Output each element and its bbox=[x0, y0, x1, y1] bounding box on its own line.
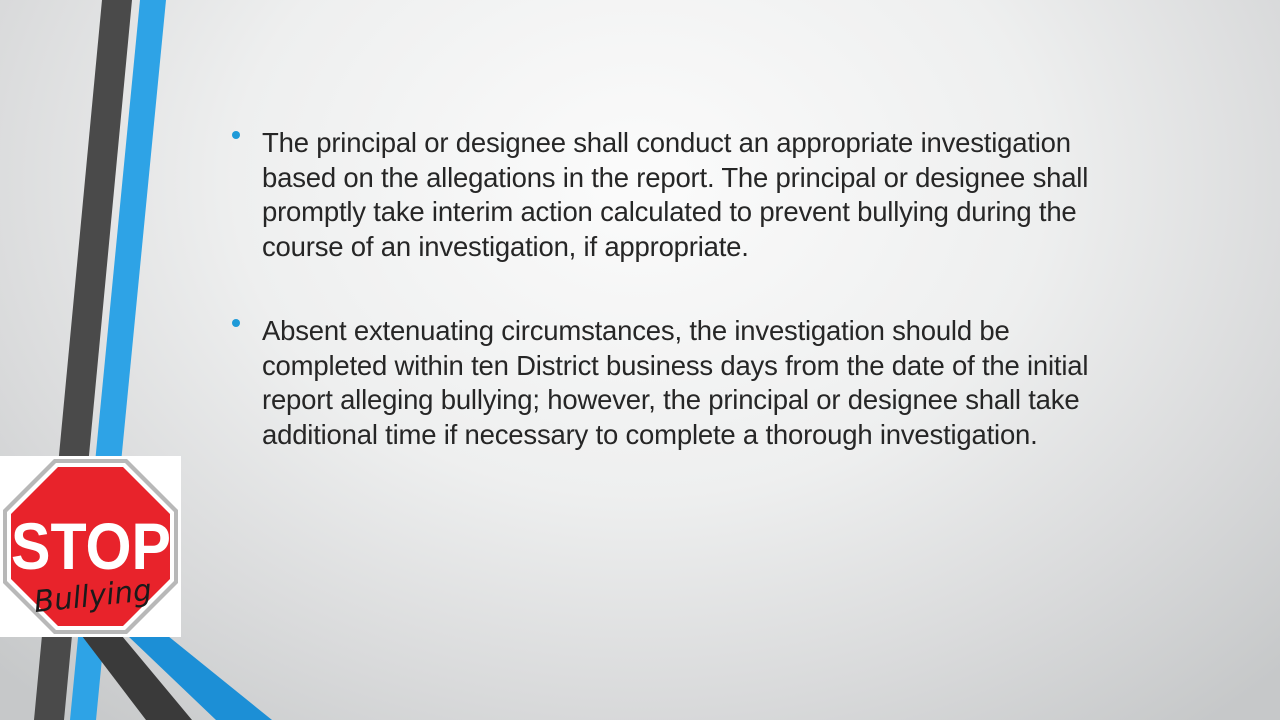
bullet-text-2: Absent extenuating circumstances, the investigation should be completed within ten District business days from the date of the initial report alleging bullying; however, the principal or designee shall take additional time if necessary to complete a thorough investigation. bbox=[262, 315, 1089, 450]
bullet-item-2 bbox=[232, 314, 1092, 452]
bullet-dot-icon bbox=[232, 319, 240, 327]
stop-bullying-sign-image bbox=[0, 456, 181, 637]
bullet-dot-icon bbox=[232, 131, 240, 139]
bullet-list bbox=[232, 126, 1092, 452]
sign-stop-text: STOP bbox=[11, 509, 171, 583]
bullet-text-1: The principal or designee shall conduct an appropriate investigation based on the allegations in the report. The principal or designee shall promptly take interim action calculated to prevent bullying during the course of an investigation, if appropriate. bbox=[262, 127, 1089, 262]
bullet-item-1 bbox=[232, 126, 1092, 264]
sign-bullying-text: Bullying bbox=[32, 572, 156, 621]
